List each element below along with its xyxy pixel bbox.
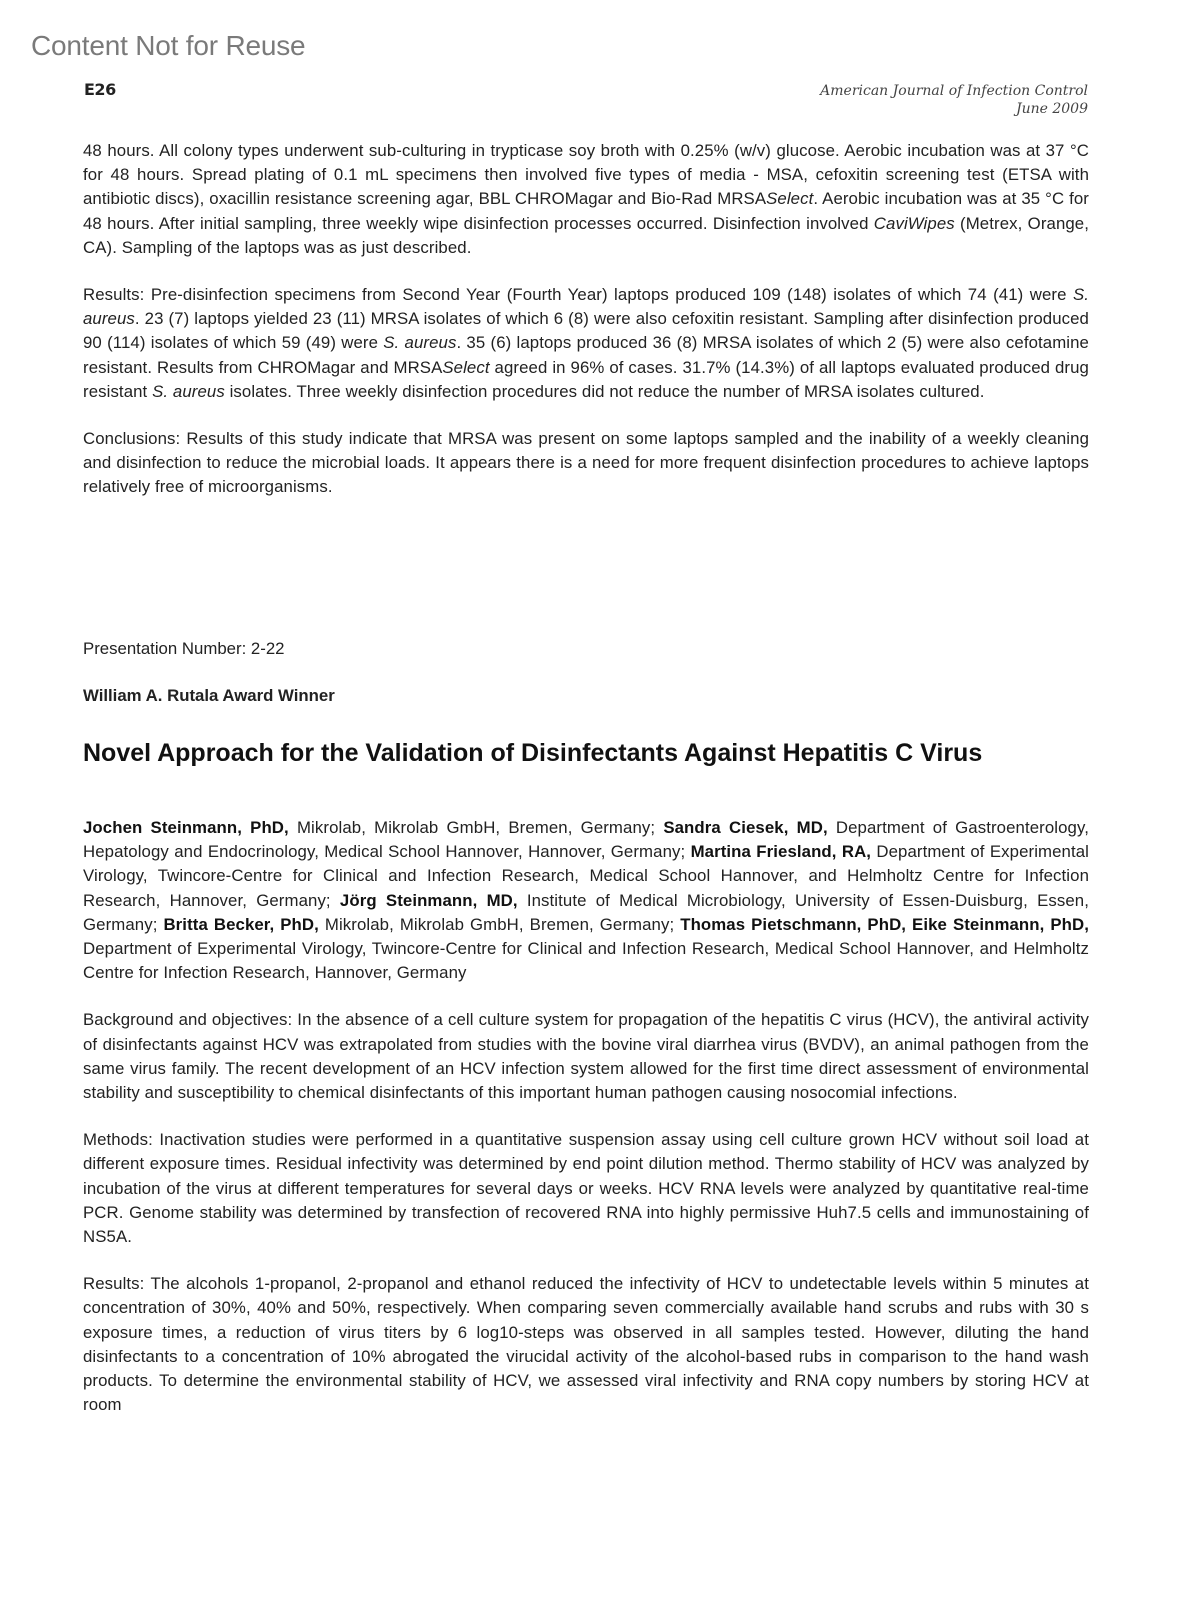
author-name: Thomas Pietschmann, PhD, Eike Steinmann, PhD, (680, 914, 1089, 934)
authors-paragraph: Jochen Steinmann, PhD, Mikrolab, Mikrolab GmbH, Bremen, Germany; Sandra Ciesek, MD, Department of Gastroenterology, Hepatology and Endocrinology, Medical School Hannover, Hannover, Germany; Martina Friesland, RA, Department of Experimental Virology, Twincore-Centre for Clinical and Infection Research, Medical School Hannover, and Helmholtz Centre for Infection Research, Hannover, Germany; Jörg Steinmann, MD, Institute of Medical Microbiology, University of Essen-Duisburg, Essen, Germany; Britta Becker, PhD, Mikrolab, Mikrolab GmbH, Bremen, Germany; Thomas Pietschmann, PhD, Eike Steinmann, PhD, Department of Experimental Virology, Twincore-Centre for Clinical and Infection Research, Medical School Hannover, and Helmholtz Centre for Infection Research, Hannover, Germany (83, 818, 1090, 983)
italic-term: S. aureus (152, 381, 225, 401)
methods-paragraph: Methods: Inactivation studies were performed in a quantitative suspension assay using cell culture grown HCV without soil load at different exposure times. Residual infectivity was determined by end point dilution method. Thermo stability of HCV was analyzed by incubation of the virus at different temperatures for several days or weeks. HCV RNA levels were analyzed by quantitative real-time PCR. Genome stability was determined by transfection of recovered RNA into highly permissive Huh7.5 cells and immunostaining of NS5A. (83, 1130, 1089, 1247)
italic-term: Select (442, 357, 490, 377)
abstract-1 (83, 139, 1089, 500)
author-name: Jochen Steinmann, PhD, (83, 818, 289, 837)
conclusions-paragraph: Conclusions: Results of this study indicate that MRSA was present on some laptops sampled and the inability of a weekly cleaning and disinfection to reduce the microbial loads. It appears there is a need for more frequent disinfection procedures to achieve laptops relatively free of microorganisms. (83, 429, 1089, 497)
presentation-number: Presentation Number: 2-22 (83, 639, 285, 658)
author-name: Britta Becker, PhD, (163, 914, 319, 934)
italic-term: S. aureus (383, 333, 457, 353)
award-label: William A. Rutala Award Winner (83, 686, 335, 705)
watermark: Content Not for Reuse (31, 30, 306, 61)
running-head (820, 82, 1088, 118)
author-name: Jörg Steinmann, MD, (339, 890, 518, 910)
results-paragraph-2: Results: The alcohols 1-propanol, 2-propanol and ethanol reduced the infectivity of HCV to undetectable levels within 5 minutes at concentration of 30%, 40% and 50%, respectively. When comparing seven commercially available hand scrubs and rubs with 30 s exposure times, a reduction of virus titers by 6 log10-steps was observed in all samples tested. However, diluting the hand disinfectants to a concentration of 10% abrogated the virucidal activity of the alcohol-based rubs in comparison to the hand wash products. To determine the environmental stability of HCV, we assessed viral infectivity and RNA copy numbers by storing HCV at room (83, 1274, 1089, 1415)
italic-term: CaviWipes (873, 213, 955, 233)
methods-continued-paragraph: 48 hours. All colony types underwent sub-culturing in trypticase soy broth with 0.25% (w/v) glucose. Aerobic incubation was at 37 °C for 48 hours. Spread plating of 0.1 mL specimens then involved five types of media - MSA, cefoxitin screening test (ETSA with antibiotic discs), oxacillin resistance screening agar, BBL CHROMagar and Bio-Rad MRSASelect. Aerobic incubation was at 35 °C for 48 hours. After initial sampling, three weekly wipe disinfection processes occurred. Disinfection involved CaviWipes (Metrex, Orange, CA). Sampling of the laptops was as just described. (83, 141, 1089, 257)
italic-term: S. aureus (83, 285, 1089, 329)
author-name: Sandra Ciesek, MD, (663, 818, 828, 837)
results-paragraph: Results: Pre-disinfection specimens from Second Year (Fourth Year) laptops produced 109 (148) isolates of which 74 (41) were S. aureus. 23 (7) laptops yielded 23 (11) MRSA isolates of which 6 (8) were also cefoxitin resistant. Sampling after disinfection produced 90 (114) isolates of which 59 (49) were S. aureus. 35 (6) laptops produced 36 (8) MRSA isolates of which 2 (5) were also cefotamine resistant. Results from CHROMagar and MRSASelect agreed in 96% of cases. 31.7% (14.3%) of all laptops evaluated produced drug resistant S. aureus isolates. Three weekly disinfection procedures did not reduce the number of MRSA isolates cultured. (83, 285, 1089, 401)
abstract-title: Novel Approach for the Validation of Disinfectants Against Hepatitis C Virus (83, 739, 983, 767)
page-number: E26 (84, 80, 116, 99)
abstract-2 (83, 816, 1089, 1417)
background-paragraph: Background and objectives: In the absence of a cell culture system for propagation of the hepatitis C virus (HCV), the antiviral activity of disinfectants against HCV was extrapolated from studies with the bovine viral diarrhea virus (BVDV), an animal pathogen from the same virus family. The recent development of an HCV infection system allowed for the first time direct assessment of environmental stability and susceptibility to chemical disinfectants of this important human pathogen causing nosocomial infections. (83, 1010, 1089, 1103)
journal-name: American Journal of Infection Control (820, 83, 1088, 99)
italic-term: Select (766, 189, 814, 209)
issue-date: June 2009 (1015, 101, 1088, 117)
author-name: Martina Friesland, RA, (690, 842, 872, 862)
